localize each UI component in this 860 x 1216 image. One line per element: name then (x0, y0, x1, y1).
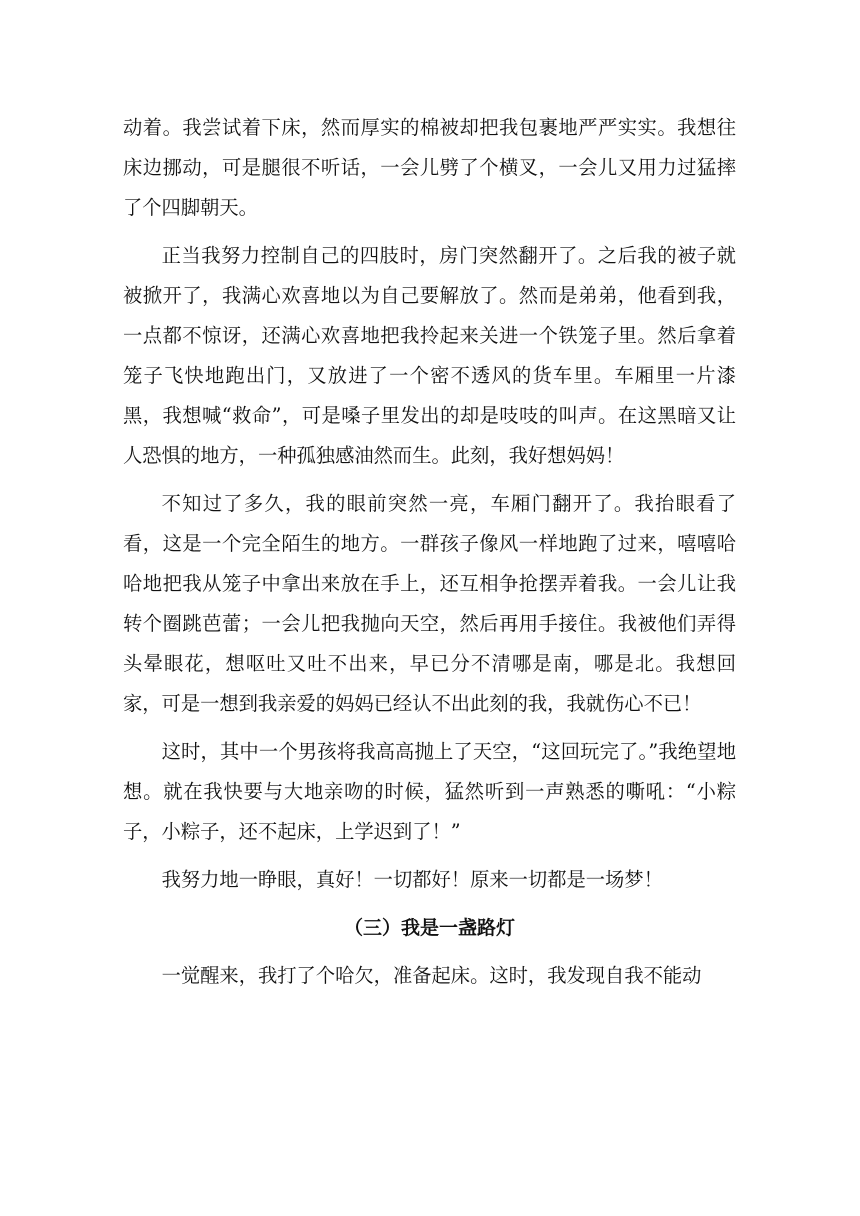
paragraph-4: 这时，其中一个男孩将我高高抛上了天空，“这回玩完了。”我绝望地想。就在我快要与大地亲吻的时候，猛然听到一声熟悉的嘶吼：“小粽子，小粽子，还不起床，上学迟到了！” (123, 740, 736, 843)
paragraph-2: 正当我努力控制自己的四肢时，房门突然翻开了。之后我的被子就被掀开了，我满心欢喜地以为自己要解放了。然而是弟弟，他看到我，一点都不惊讶，还满心欢喜地把我拎起来关进一个铁笼子里。然后拿着笼子飞快地跑出门，又放进了一个密不透风的货车里。车厢里一片漆黑，我想喊“救命”，可是嗓子里发出的却是吱吱的叫声。在这黑暗又让人恐惧的地方，一种孤独感油然而生。此刻，我好想妈妈！ (123, 244, 736, 467)
paragraph-6: 一觉醒来，我打了个哈欠，准备起床。这时，我发现自我不能动 (161, 964, 702, 987)
section-heading: （三）我是一盏路灯 (343, 917, 515, 939)
document-body (123, 108, 736, 1004)
paragraph-5: 我努力地一睁眼，真好！一切都好！原来一切都是一场梦！ (161, 868, 663, 891)
paragraph-1: 动着。我尝试着下床，然而厚实的棉被却把我包裹地严严实实。我想往床边挪动，可是腿很不听话，一会儿劈了个横叉，一会儿又用力过猛摔了个四脚朝天。 (123, 116, 736, 219)
paragraph-3: 不知过了多久，我的眼前突然一亮，车厢门翻开了。我抬眼看了看，这是一个完全陌生的地方。一群孩子像风一样地跑了过来，嘻嘻哈哈地把我从笼子中拿出来放在手上，还互相争抢摆弄着我。一会儿让我转个圈跳芭蕾；一会儿把我抛向天空，然后再用手接住。我被他们弄得头晕眼花，想呕吐又吐不出来，早已分不清哪是南，哪是北。我想回家，可是一想到我亲爱的妈妈已经认不出此刻的我，我就伤心不已！ (123, 492, 736, 715)
